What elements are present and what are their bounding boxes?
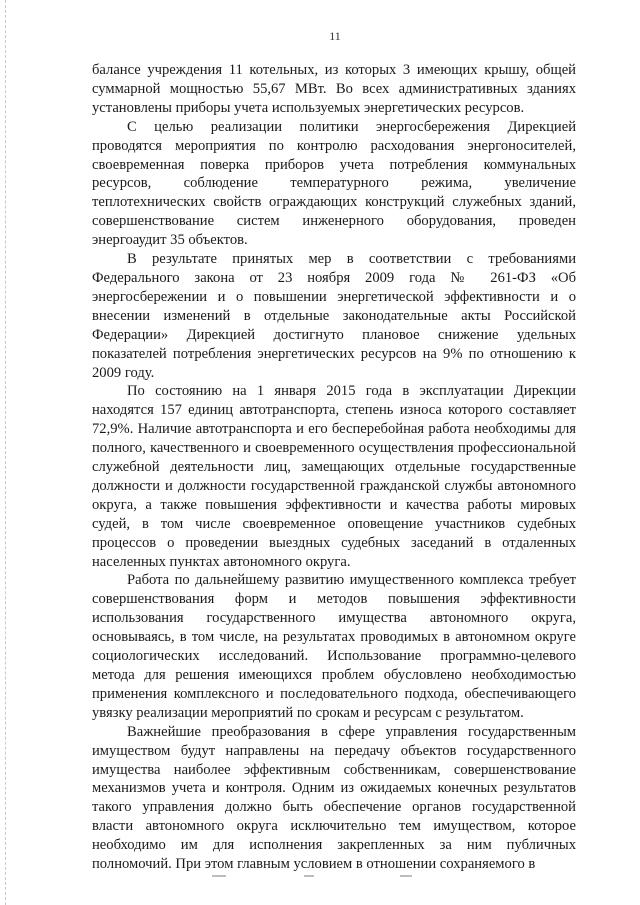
paragraph-vehicle-fleet: По состоянию на 1 января 2015 года в эксплуатации Дирекции находятся 157 единиц автотранспорта, степень износа которого составляет 72,9%. Наличие автотранспорта и его бесперебойная работа необходимы для полного, качественного и своевременного осуществления профессиональной служебной деятельности лиц, замещающих отдельные государственные должности и должности государственной гражданской службы автономного округа, а также повышения эффективности и качества работы мировых судей, в том числе своевременное оповещение участников судебных процессов о проведении выездных судебных заседаний в отдаленных населенных пунктах автономного округа. — [92, 383, 576, 570]
scan-edge-line — [5, 0, 6, 905]
paragraph-property-management-reforms: Важнейшие преобразования в сфере управления государственным имуществом будут направлены на передачу объектов государственного имущества наиболее эффективным собственникам, совершенствование механизмов учета и контроля. Одним из ожидаемых конечных результатов такого управления должно быть обеспечение органов государственной власти автономного округа исключительно тем имуществом, которое необходимо им для исполнения закрепленных за ним публичных полномочий. При этом главным условием в отношении сохраняемого в — [92, 723, 576, 873]
paragraph-property-complex: Работа по дальнейшему развитию имущественного комплекса требует совершенствования форм и методов повышения эффективности использования государственного имущества автономного округа, основываясь, в том числе, на результатах проводимых в автономном округе социологических исследований. Использование программно-целевого метода для решения имеющихся проблем обусловлено необходимостью применения комплексного и последовательного подхода, обеспечивающего увязку реализации мероприятий по срокам и ресурсам с результатом. — [92, 572, 576, 721]
scan-artifact-mark — [212, 875, 226, 877]
paragraph-continuation: балансе учреждения 11 котельных, из которых 3 имеющих крышу, общей суммарной мощностью 55,67 МВт. Во всех административных зданиях установлены приборы учета используемых энергетических ресурсов. — [92, 62, 576, 116]
scan-artifact-mark — [304, 875, 314, 877]
paragraph-energy-saving-measures: С целью реализации политики энергосбережения Дирекцией проводятся мероприятия по контролю расходования энергоносителей, своевременная поверка приборов учета потребления коммунальных ресурсов, соблюдение температурного режима, увеличение теплотехнических свойств ограждающих конструкций служебных зданий, совершенствование систем инженерного оборудования, проведен энергоаудит 35 объектов. — [92, 118, 576, 249]
document-body — [92, 61, 576, 874]
scan-artifact-mark — [400, 875, 412, 877]
page-number: 11 — [329, 29, 341, 43]
paragraph-energy-reduction-results: В результате принятых мер в соответствии с требованиями Федерального закона от 23 ноября 2009 года № 261-ФЗ «Об энергосбережении и о повышении энергетической эффективности и о внесении изменений в отдельные законодательные акты Российской Федерации» Дирекцией достигнуто плановое снижение удельных показателей потребления энергетических ресурсов на 9% по отношению к 2009 году. — [92, 251, 576, 381]
